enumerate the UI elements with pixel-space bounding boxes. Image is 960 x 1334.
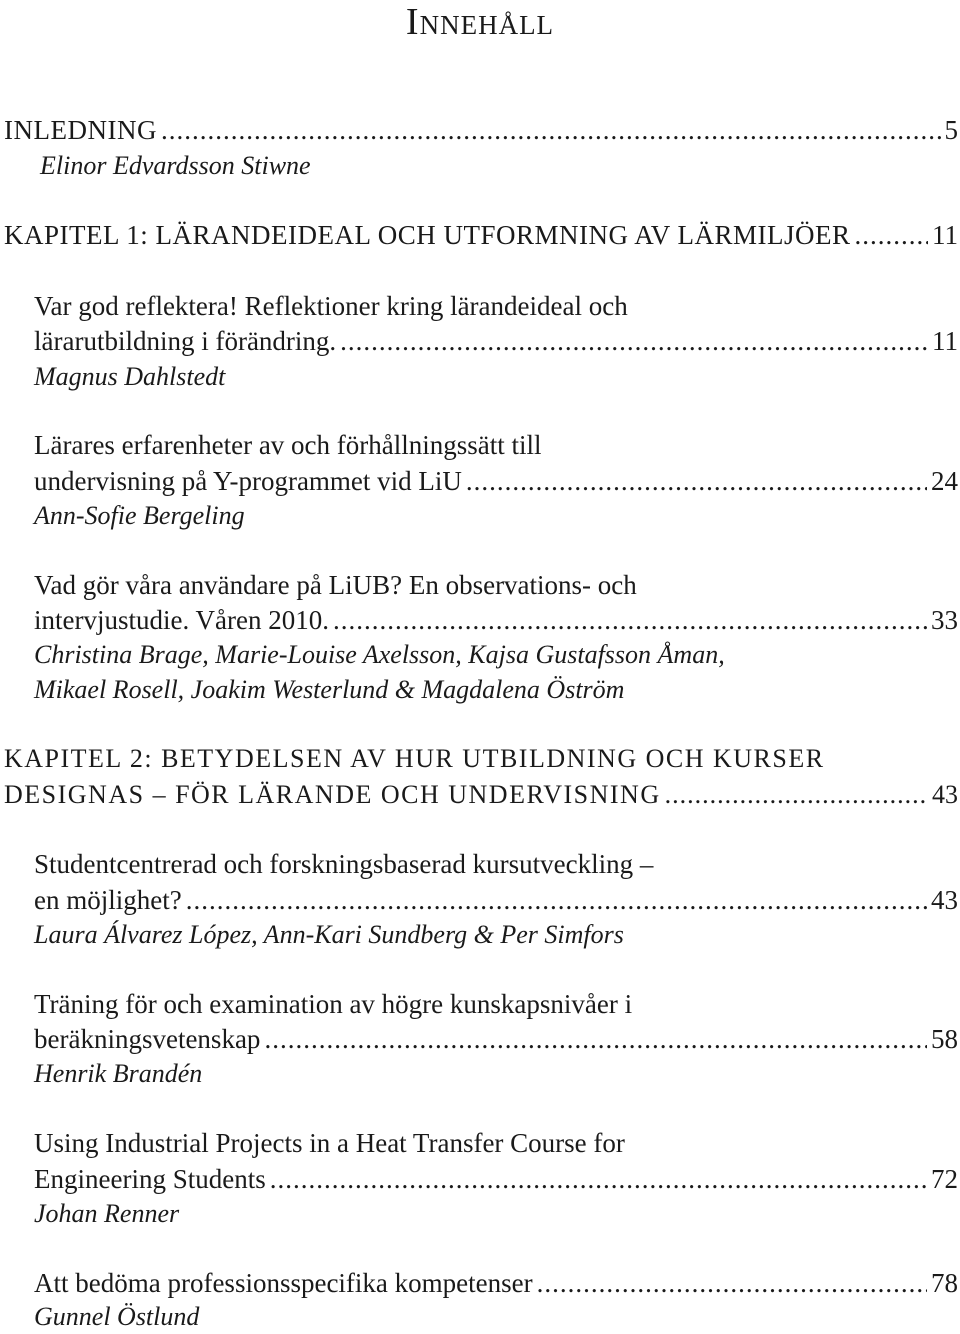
toc-entry-title-line: Vad gör våra användare på LiUB? En observations- och xyxy=(34,570,637,600)
toc-chapter-1[interactable] xyxy=(4,218,958,252)
toc-page-number: 78 xyxy=(931,1268,958,1298)
dot-leader xyxy=(537,1266,927,1300)
dot-leader xyxy=(270,1162,927,1196)
toc-entry-title: beräkningsvetenskap xyxy=(34,1024,261,1054)
toc-entry-author: Elinor Edvardsson Stiwne xyxy=(40,151,311,180)
dot-leader xyxy=(186,883,927,917)
dot-leader xyxy=(855,218,929,252)
toc-page-number: 58 xyxy=(931,1024,958,1054)
toc-entry[interactable] xyxy=(34,883,958,917)
dot-leader xyxy=(665,778,928,812)
toc-entry-title: Att bedöma professionsspecifika kompetenser xyxy=(34,1268,533,1298)
toc-entry[interactable] xyxy=(34,1266,958,1300)
toc-entry-title-line: Var god reflektera! Reflektioner kring lärandeideal och xyxy=(34,291,628,321)
toc-entry[interactable] xyxy=(34,1022,958,1056)
toc-chapter-2[interactable] xyxy=(4,778,958,812)
toc-entry-title-line: Using Industrial Projects in a Heat Transfer Course for xyxy=(34,1128,625,1158)
toc-entry-author: Magnus Dahlstedt xyxy=(34,362,226,391)
chapter-title: DESIGNAS – FÖR LÄRANDE OCH UNDERVISNING xyxy=(4,780,661,809)
toc-entry-title: lärarutbildning i förändring. xyxy=(34,326,337,356)
dot-leader xyxy=(340,324,928,358)
toc-page-number: 24 xyxy=(931,466,958,496)
page-title: Innehåll xyxy=(405,1,555,43)
toc-entry-title: Engineering Students xyxy=(34,1164,266,1194)
toc-entry[interactable] xyxy=(34,324,958,358)
toc-entry[interactable] xyxy=(34,1162,958,1196)
toc-entry-author: Johan Renner xyxy=(34,1199,180,1228)
toc-entry-author: Laura Álvarez López, Ann-Kari Sundberg & Per Simfors xyxy=(34,920,624,949)
chapter-title-line: KAPITEL 2: BETYDELSEN AV HUR UTBILDNING OCH KURSER xyxy=(4,744,825,773)
toc-entry-author: Gunnel Östlund xyxy=(34,1302,200,1331)
toc-entry[interactable] xyxy=(34,464,958,498)
toc-page-number: 11 xyxy=(932,326,958,356)
toc-entry-author: Henrik Brandén xyxy=(34,1059,203,1088)
toc-entry[interactable] xyxy=(34,603,958,637)
dot-leader xyxy=(333,603,927,637)
toc-entry-author: Mikael Rosell, Joakim Westerlund & Magdalena Öström xyxy=(34,675,625,704)
toc-entry-title: undervisning på Y-programmet vid LiU xyxy=(34,466,462,496)
dot-leader xyxy=(161,113,941,147)
toc-entry-title: en möjlighet? xyxy=(34,885,182,915)
chapter-title: KAPITEL 1: LÄRANDEIDEAL OCH UTFORMNING AV LÄRMILJÖER xyxy=(4,220,851,250)
toc-page-number: 43 xyxy=(932,780,958,809)
toc-entry-title-line: Träning för och examination av högre kunskapsnivåer i xyxy=(34,989,633,1019)
toc-page-number: 11 xyxy=(932,220,958,250)
toc-entry-title: intervjustudie. Våren 2010. xyxy=(34,605,329,635)
toc-page-number: 33 xyxy=(931,605,958,635)
toc-entry-author: Ann-Sofie Bergeling xyxy=(34,501,245,530)
toc-entry-title: INLEDNING xyxy=(4,115,157,145)
toc-page-number: 5 xyxy=(944,115,958,145)
toc-entry-title-line: Lärares erfarenheter av och förhållningssätt till xyxy=(34,430,542,460)
dot-leader xyxy=(264,1022,927,1056)
toc-page-number: 43 xyxy=(931,885,958,915)
dot-leader xyxy=(466,464,927,498)
toc-entry-author: Christina Brage, Marie-Louise Axelsson, Kajsa Gustafsson Åman, xyxy=(34,640,725,669)
toc-page-number: 72 xyxy=(931,1164,958,1194)
toc-entry-title-line: Studentcentrerad och forskningsbaserad kursutveckling – xyxy=(34,849,654,879)
toc-entry-inledning[interactable] xyxy=(4,113,958,147)
